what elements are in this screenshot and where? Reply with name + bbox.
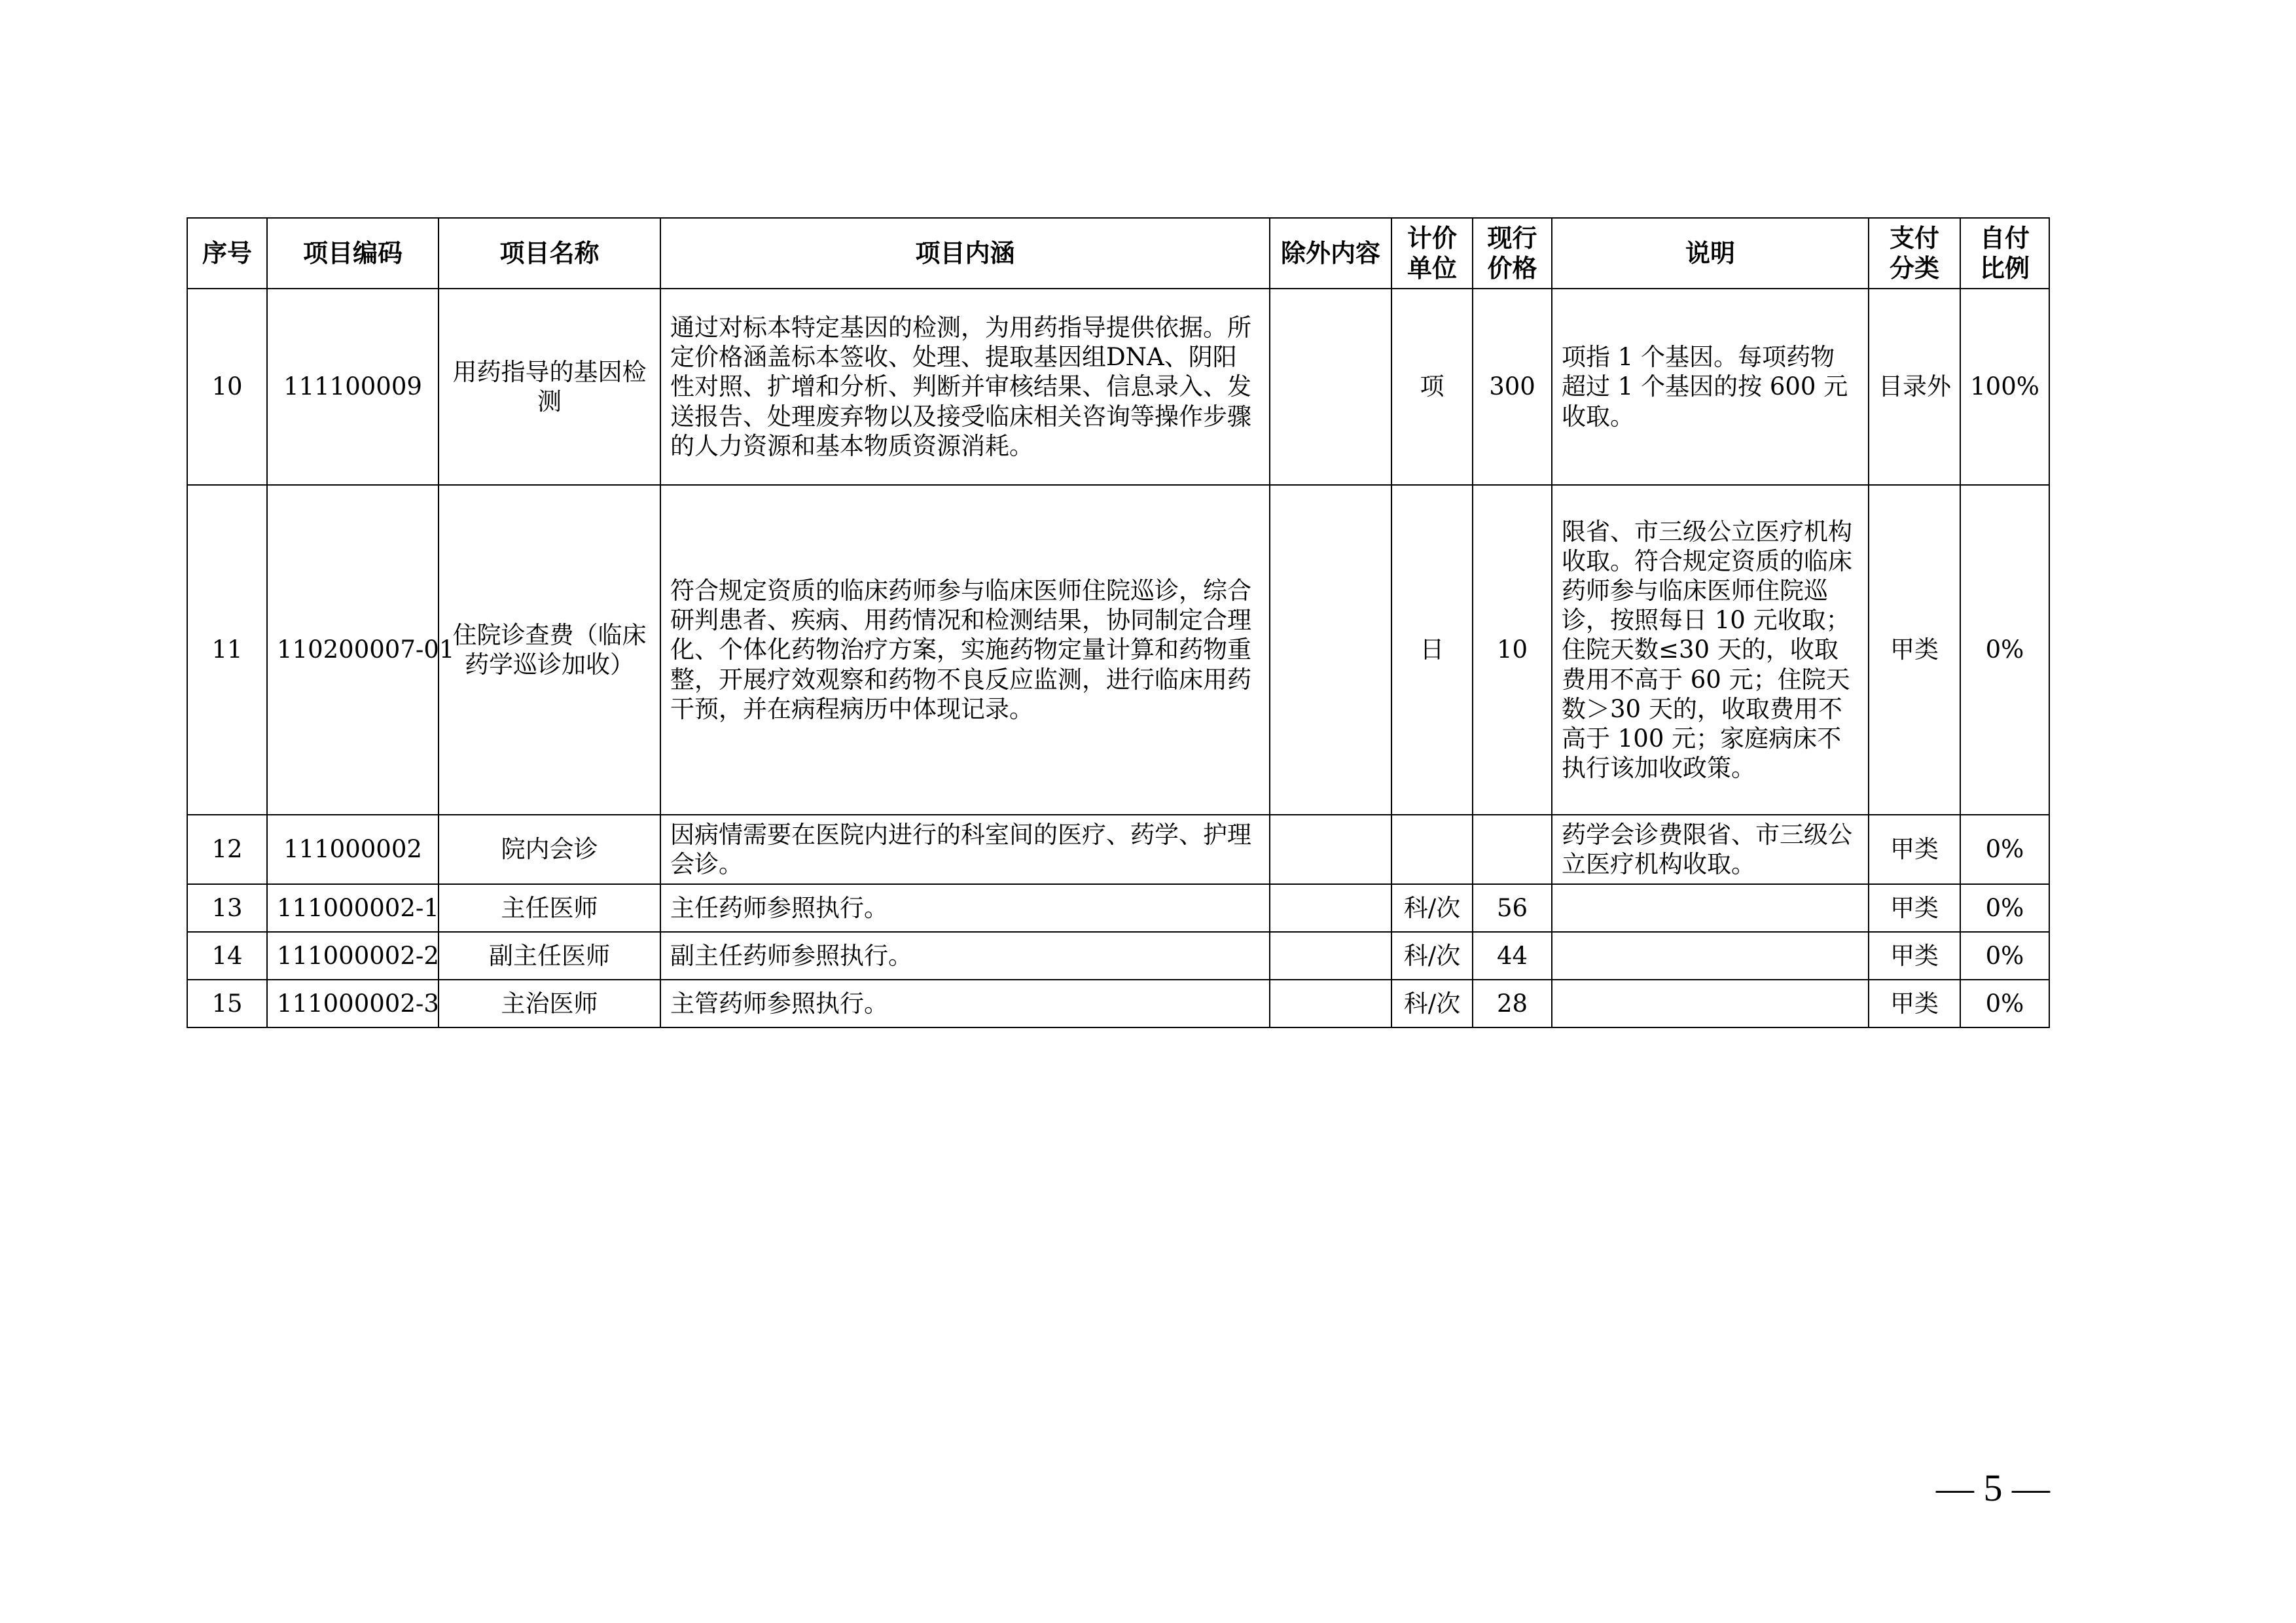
cell-payment: 甲类 [1869, 932, 1960, 980]
cell-content: 副主任药师参照执行。 [660, 932, 1270, 980]
cell-content: 因病情需要在医院内进行的科室间的医疗、药学、护理会诊。 [660, 815, 1270, 884]
cell-self-pay: 0% [1960, 884, 2049, 932]
table-row [187, 932, 2049, 980]
cell-price [1473, 815, 1552, 884]
table-row [187, 289, 2049, 485]
cell-excluded [1270, 980, 1391, 1027]
table-row [187, 485, 2049, 815]
cell-seq: 14 [187, 932, 267, 980]
cell-name: 主治医师 [439, 980, 660, 1027]
cell-excluded [1270, 815, 1391, 884]
cell-name: 副主任医师 [439, 932, 660, 980]
header-name: 项目名称 [439, 218, 660, 289]
price-table [187, 217, 2050, 1028]
cell-unit: 科/次 [1391, 932, 1473, 980]
cell-seq: 12 [187, 815, 267, 884]
cell-excluded [1270, 884, 1391, 932]
cell-excluded [1270, 485, 1391, 815]
cell-seq: 11 [187, 485, 267, 815]
header-code: 项目编码 [267, 218, 439, 289]
cell-note: 限省、市三级公立医疗机构收取。符合规定资质的临床药师参与临床医师住院巡诊，按照每日 10 元收取；住院天数≤30 天的，收取费用不高于 60 元；住院天数＞30 天的，收取费用不高于 100 元；家庭病床不执行该加收政策。 [1552, 485, 1869, 815]
cell-price: 28 [1473, 980, 1552, 1027]
cell-name: 住院诊查费（临床药学巡诊加收） [439, 485, 660, 815]
cell-name: 院内会诊 [439, 815, 660, 884]
cell-self-pay: 0% [1960, 932, 2049, 980]
cell-unit: 科/次 [1391, 884, 1473, 932]
cell-code: 111000002-2 [267, 932, 439, 980]
cell-price: 300 [1473, 289, 1552, 485]
cell-code: 110200007-01 [267, 485, 439, 815]
cell-code: 111000002 [267, 815, 439, 884]
cell-content: 通过对标本特定基因的检测，为用药指导提供依据。所定价格涵盖标本签收、处理、提取基因组DNA、阴阳性对照、扩增和分析、判断并审核结果、信息录入、发送报告、处理废弃物以及接受临床相关咨询等操作步骤的人力资源和基本物质资源消耗。 [660, 289, 1270, 485]
cell-content: 符合规定资质的临床药师参与临床医师住院巡诊，综合研判患者、疾病、用药情况和检测结果，协同制定合理化、个体化药物治疗方案，实施药物定量计算和药物重整，开展疗效观察和药物不良反应监测，进行临床用药干预，并在病程病历中体现记录。 [660, 485, 1270, 815]
table-row [187, 980, 2049, 1027]
table-row [187, 884, 2049, 932]
cell-note [1552, 932, 1869, 980]
cell-code: 111100009 [267, 289, 439, 485]
cell-seq: 13 [187, 884, 267, 932]
cell-self-pay: 0% [1960, 815, 2049, 884]
cell-note [1552, 980, 1869, 1027]
cell-seq: 10 [187, 289, 267, 485]
cell-note: 项指 1 个基因。每项药物超过 1 个基因的按 600 元收取。 [1552, 289, 1869, 485]
cell-payment: 甲类 [1869, 980, 1960, 1027]
header-content: 项目内涵 [660, 218, 1270, 289]
cell-content: 主任药师参照执行。 [660, 884, 1270, 932]
header-self-pay: 自付比例 [1960, 218, 2049, 289]
header-note: 说明 [1552, 218, 1869, 289]
cell-code: 111000002-1 [267, 884, 439, 932]
header-excluded: 除外内容 [1270, 218, 1391, 289]
cell-self-pay: 0% [1960, 485, 2049, 815]
header-payment: 支付分类 [1869, 218, 1960, 289]
header-row [187, 218, 2049, 289]
table-row [187, 815, 2049, 884]
cell-payment: 甲类 [1869, 485, 1960, 815]
page-number: — 5 — [1936, 1467, 2050, 1509]
cell-unit: 科/次 [1391, 980, 1473, 1027]
cell-content: 主管药师参照执行。 [660, 980, 1270, 1027]
cell-code: 111000002-3 [267, 980, 439, 1027]
cell-note: 药学会诊费限省、市三级公立医疗机构收取。 [1552, 815, 1869, 884]
cell-price: 56 [1473, 884, 1552, 932]
cell-unit [1391, 815, 1473, 884]
cell-excluded [1270, 289, 1391, 485]
header-price: 现行价格 [1473, 218, 1552, 289]
cell-price: 44 [1473, 932, 1552, 980]
cell-self-pay: 0% [1960, 980, 2049, 1027]
header-unit: 计价单位 [1391, 218, 1473, 289]
cell-name: 用药指导的基因检测 [439, 289, 660, 485]
cell-seq: 15 [187, 980, 267, 1027]
header-seq: 序号 [187, 218, 267, 289]
cell-name: 主任医师 [439, 884, 660, 932]
cell-price: 10 [1473, 485, 1552, 815]
cell-self-pay: 100% [1960, 289, 2049, 485]
cell-payment: 甲类 [1869, 884, 1960, 932]
cell-excluded [1270, 932, 1391, 980]
cell-payment: 甲类 [1869, 815, 1960, 884]
cell-unit: 日 [1391, 485, 1473, 815]
cell-unit: 项 [1391, 289, 1473, 485]
cell-note [1552, 884, 1869, 932]
cell-payment: 目录外 [1869, 289, 1960, 485]
